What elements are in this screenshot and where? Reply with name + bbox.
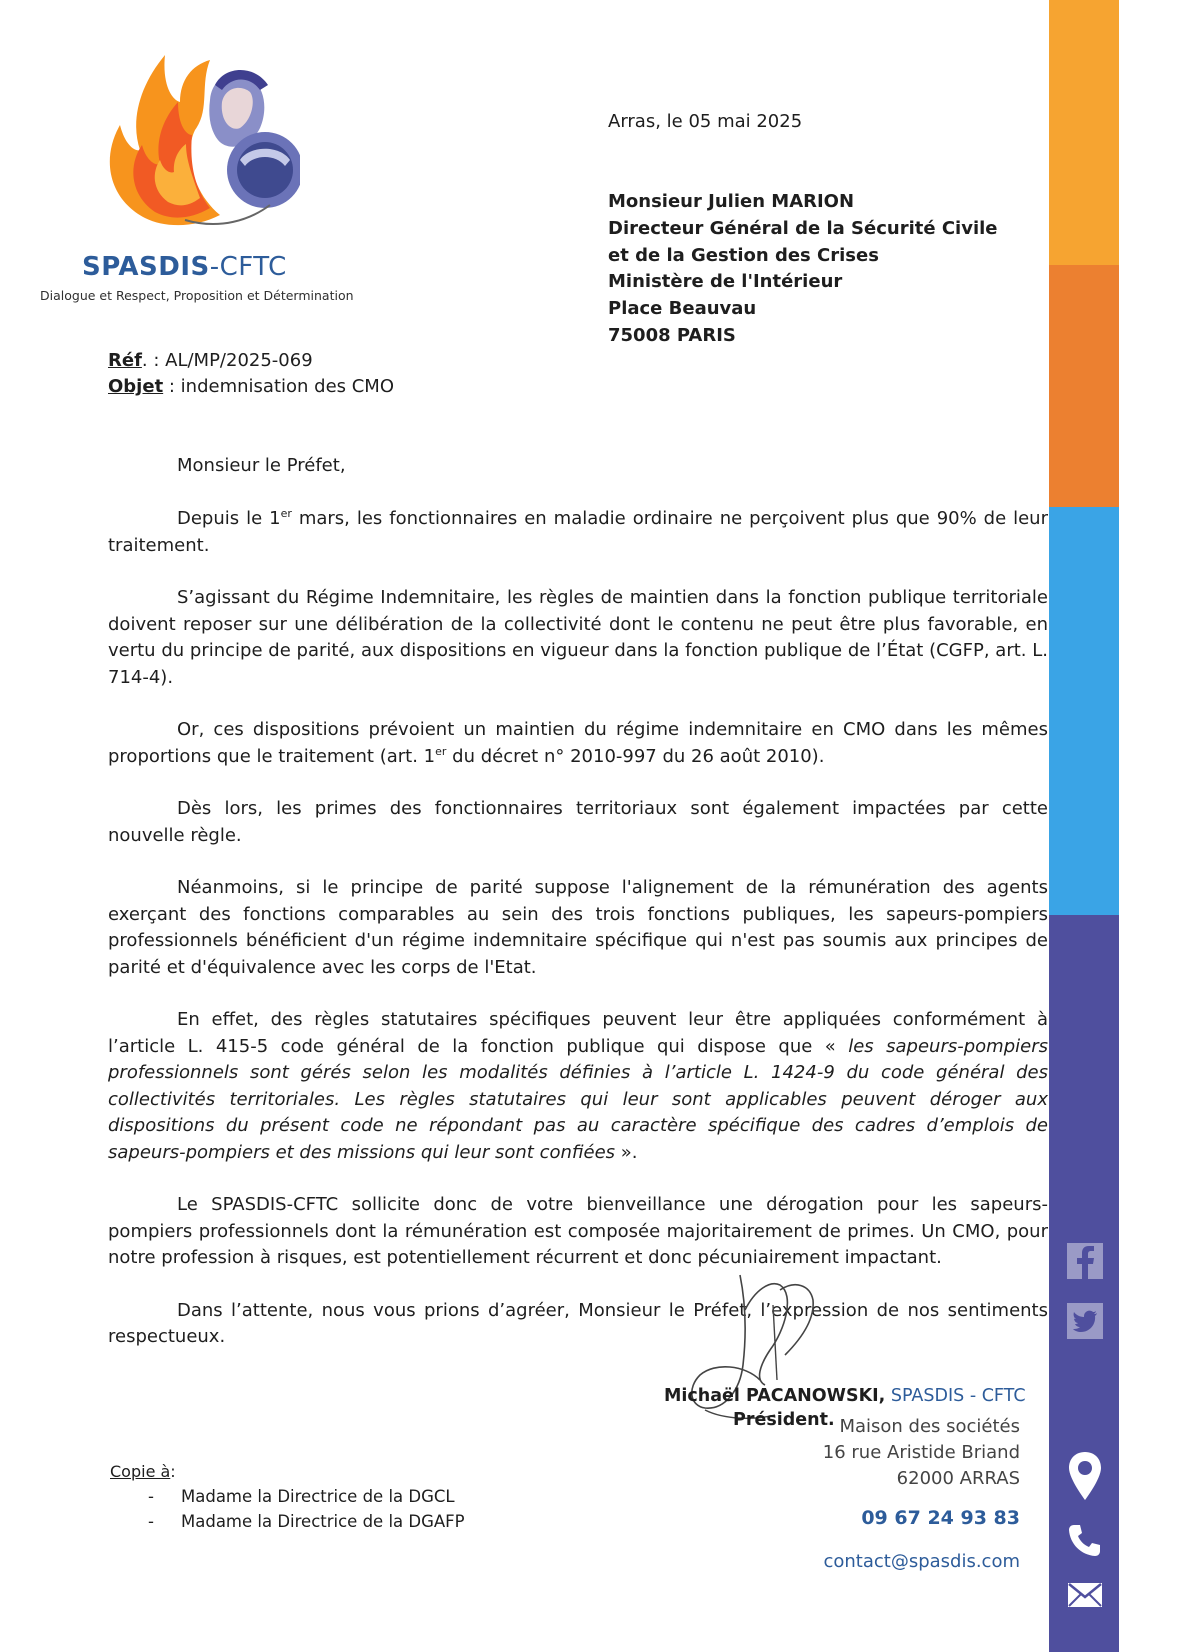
signer-name: Michaël PACANOWSKI, SPASDIS - CFTC xyxy=(664,1386,1026,1406)
sidebar-band-orange xyxy=(1049,265,1119,507)
handwritten-signature xyxy=(685,1270,865,1430)
sidebar-band-orange-light xyxy=(1049,0,1119,265)
legal-quote: les sapeurs-pompiers professionnels sont gérés selon les modalités définies à l’article L. 1424-9 du code général des collectivités territoriales. Les règles statutaires qui leur sont applicables peuvent déroger aux dispositions du présent code ne répondant pas au caractère spécifique des cadres d’emplois de sapeurs-pompiers et des missions qui leur sont confiées xyxy=(108,1035,1048,1163)
recipient-line: 75008 PARIS xyxy=(608,324,736,346)
signer-role: Président. xyxy=(733,1410,835,1430)
paragraph-5: Néanmoins, si le principe de parité suppose l'alignement de la rémunération des agents exerçant des fonctions comparables au sein des trois fonctions publiques, les sapeurs-pompiers professionnels bénéficient d'un régime indemnitaire spécifique qui n'est pas soumis aux principes de parité et d'équivalence avec les corps de l'Etat. xyxy=(108,877,1048,978)
reference-value: . : AL/MP/2025-069 xyxy=(141,350,313,371)
recipient-line: Directeur Général de la Sécurité Civile xyxy=(608,217,998,239)
reference-label: Réf xyxy=(108,350,142,371)
reference-line xyxy=(108,348,394,374)
mail-icon[interactable] xyxy=(1066,1576,1104,1614)
phone-number[interactable]: 09 67 24 93 83 xyxy=(861,1507,1020,1529)
object-line xyxy=(108,374,394,400)
recipient-line: et de la Gestion des Crises xyxy=(608,244,879,266)
address-line: 16 rue Aristide Briand xyxy=(822,1442,1020,1463)
recipient-line: Place Beauvau xyxy=(608,298,757,320)
recipient-block xyxy=(608,189,998,350)
paragraph-8: Dans l’attente, nous vous prions d’agréer, Monsieur le Préfet, l’expression de nos sentiments respectueux. xyxy=(108,1299,1048,1347)
copy-item: - Madame la Directrice de la DGCL xyxy=(148,1487,455,1506)
paragraph-1: Depuis le 1er mars, les fonctionnaires en maladie ordinaire ne perçoivent plus que 90% de leur traitement. xyxy=(108,507,1048,556)
copy-item: - Madame la Directrice de la DGAFP xyxy=(148,1512,465,1531)
recipient-line: Ministère de l'Intérieur xyxy=(608,271,843,293)
phone-icon[interactable] xyxy=(1066,1522,1104,1560)
flame-firefighter-logo xyxy=(100,40,300,240)
salutation: Monsieur le Préfet, xyxy=(177,455,346,476)
facebook-icon[interactable] xyxy=(1066,1242,1104,1280)
paragraph-2: S’agissant du Régime Indemnitaire, les règles de maintien dans la fonction publique territoriale doivent reposer sur une délibération de la collectivité dont le contenu ne peut être plus favorable, en vertu du principe de parité, aux dispositions en vigueur dans la fonction publique de l’État (CGFP, art. L. 714-4). xyxy=(108,587,1048,688)
location-pin-icon[interactable] xyxy=(1066,1450,1104,1506)
paragraph-4: Dès lors, les primes des fonctionnaires territoriaux sont également impactées par cette nouvelle règle. xyxy=(108,798,1048,846)
object-value: : indemnisation des CMO xyxy=(163,376,395,397)
paragraph-6: En effet, des règles statutaires spécifiques peuvent leur être appliquées conformément à l’article L. 415-5 code général de la fonction publique qui dispose que « les sapeurs-pompiers professionnels sont gérés selon les modalités définies à l’article L. 1424-9 du code général des collectivités territoriales. Les règles statutaires qui leur sont applicables peuvent déroger aux dispositions du présent code ne répondant pas au caractère spécifique des cadres d’emplois de sapeurs-pompiers et des missions qui leur sont confiées ». xyxy=(108,1009,1048,1163)
address-line: Maison des sociétés xyxy=(839,1416,1020,1437)
reference-block xyxy=(108,348,394,400)
recipient-line: Monsieur Julien MARION xyxy=(608,191,855,212)
org-tagline: Dialogue et Respect, Proposition et Détermination xyxy=(40,288,354,303)
org-name: SPASDIS-CFTC xyxy=(82,252,287,282)
paragraph-7: Le SPASDIS-CFTC sollicite donc de votre bienveillance une dérogation pour les sapeurs-pompiers professionnels dont la rémunération est composée majoritairement de primes. Un CMO, pour notre profession à risques, est potentiellement récurrent et donc pécuniairement impactant. xyxy=(108,1194,1048,1268)
paragraph-3: Or, ces dispositions prévoient un maintien du régime indemnitaire en CMO dans les mêmes proportions que le traitement (art. 1er du décret n° 2010-997 du 26 août 2010). xyxy=(108,719,1048,767)
letter-body xyxy=(108,506,1048,1377)
copy-title: Copie à: xyxy=(110,1462,176,1481)
date-line: Arras, le 05 mai 2025 xyxy=(608,111,803,132)
sidebar-band-blue xyxy=(1049,507,1119,915)
address-line: 62000 ARRAS xyxy=(896,1468,1020,1489)
object-label: Objet xyxy=(108,376,164,397)
email-link[interactable]: contact@spasdis.com xyxy=(823,1551,1020,1572)
twitter-icon[interactable] xyxy=(1066,1302,1104,1340)
